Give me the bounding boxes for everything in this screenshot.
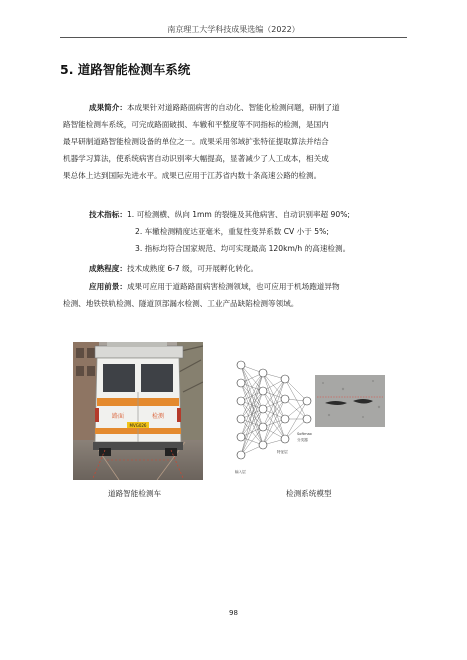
page-number: 98 xyxy=(229,609,238,617)
summary-paragraph xyxy=(63,99,403,184)
summary-line: 果总体上达到国际先进水平。成果已应用于江苏省内数十条高速公路的检测。 xyxy=(63,171,322,180)
left-figure-caption: 道路智能检测车 xyxy=(108,489,162,498)
header-rule xyxy=(60,37,407,38)
van-door-text-left: 路面 xyxy=(111,413,125,420)
summary-line: 最早研制道路智能检测设备的单位之一。成果采用邻域扩张特征提取算法并结合 xyxy=(63,137,329,146)
summary-label: 成果简介： xyxy=(89,103,127,112)
van-license-plate: MVG026 xyxy=(129,423,147,428)
section-title: 5. 道路智能检测车系统 xyxy=(60,62,191,77)
summary-line: 机器学习算法，使系统病害自动识别率大幅提高，显著减少了人工成本，相关成 xyxy=(63,154,329,163)
right-figure-caption: 检测系统模型 xyxy=(286,489,332,498)
tech-item: 2. 车辙检测精度达亚毫米，重复性变异系数 CV 小于 5%; xyxy=(135,227,329,236)
detection-model-diagram xyxy=(233,355,388,477)
maturity-text: 技术成熟度 6-7 级，可开展孵化转化。 xyxy=(126,264,259,273)
application-label: 应用前景： xyxy=(89,282,127,291)
tech-line-1 xyxy=(89,209,350,220)
inspection-van-photo xyxy=(73,342,203,480)
tech-label: 技术指标： xyxy=(89,210,127,219)
input-layer-label: 输入层 xyxy=(235,470,246,474)
tech-item: 3. 指标均符合国家规范、均可实现最高 120km/h 的高速检测。 xyxy=(135,244,351,253)
summary-line: 路智能检测车系统，可完成路面破损、车辙和平整度等不同指标的检测，是国内 xyxy=(63,120,329,129)
maturity-line xyxy=(89,263,258,274)
application-paragraph xyxy=(63,278,403,312)
application-line: 检测、地铁铁轨检测、隧道顶部漏水检测、工业产品缺陷检测等领域。 xyxy=(63,299,299,308)
classifier-label: 分类器 xyxy=(297,438,308,442)
application-line: 成果可应用于道路路面病害检测领域，也可应用于机场跑道异物 xyxy=(126,282,340,291)
softmax-label: Softmax xyxy=(297,432,312,436)
maturity-label: 成熟程度： xyxy=(89,264,127,273)
page-header: 南京理工大学科技成果选编（2022） xyxy=(167,25,300,34)
van-door-text-right: 检测 xyxy=(151,413,165,420)
tech-item: 1. 可检测横、纵向 1mm 的裂缝及其他病害、自动识别率超 90%; xyxy=(126,210,350,219)
summary-line: 本成果针对道路路面病害的自动化、智能化检测问题，研制了道 xyxy=(126,103,340,112)
feature-layer-label: 特征层 xyxy=(277,450,288,454)
